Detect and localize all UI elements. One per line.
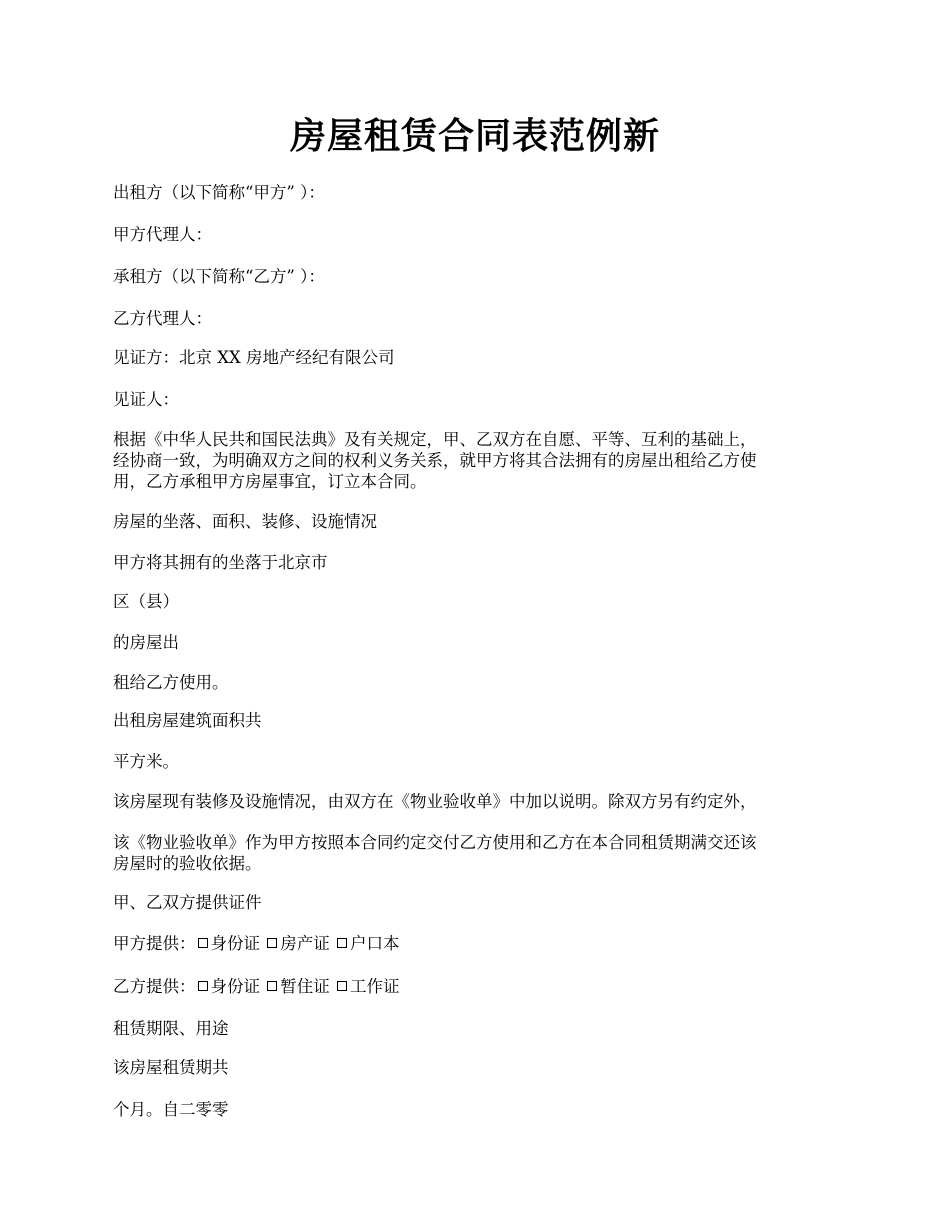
option-residence-permit: 暂住证 <box>280 977 330 996</box>
acceptance-line-2: 房屋时的验收依据。 <box>113 854 262 873</box>
area-line: 出租房屋建筑面积共 <box>113 711 262 730</box>
checkbox-work-permit[interactable] <box>337 981 347 991</box>
document-title: 房屋租赁合同表范例新 <box>289 115 660 157</box>
lessor-documents-line <box>113 933 400 954</box>
option-property-certificate: 房产证 <box>280 934 330 953</box>
option-id-card: 身份证 <box>210 934 260 953</box>
lessee-agent-line: 乙方代理人： <box>113 309 212 328</box>
section-heading-term: 租赁期限、用途 <box>113 1019 229 1038</box>
decoration-line: 该房屋现有装修及设施情况，由双方在《物业验收单》中加以说明。除双方另有约定外， <box>113 792 757 811</box>
lessor-documents-label: 甲方提供： <box>113 934 196 953</box>
preamble-line-2: 经协商一致，为明确双方之间的权利义务关系，就甲方将其合法拥有的房屋出租给乙方使 <box>113 451 757 470</box>
witness-company-line: 见证方：北京 XX 房地产经纪有限公司 <box>113 348 395 367</box>
acceptance-paragraph <box>113 832 838 874</box>
lessor-agent-line: 甲方代理人： <box>113 225 212 244</box>
property-location-line: 甲方将其拥有的坐落于北京市 <box>113 553 328 572</box>
checkbox-id-card[interactable] <box>198 938 208 948</box>
section-heading-documents: 甲、乙双方提供证件 <box>113 893 262 912</box>
lessee-documents-label: 乙方提供： <box>113 977 196 996</box>
lessee-documents-line <box>113 976 400 997</box>
option-household-register: 户口本 <box>350 934 400 953</box>
option-work-permit: 工作证 <box>350 977 400 996</box>
witness-person-line: 见证人： <box>113 390 179 409</box>
checkbox-lessee-id-card[interactable] <box>198 981 208 991</box>
square-meters-line: 平方米。 <box>113 752 179 771</box>
acceptance-line-1: 该《物业验收单》作为甲方按照本合同约定交付乙方使用和乙方在本合同租赁期满交还该 <box>113 833 757 852</box>
preamble-line-3: 用，乙方承租甲方房屋事宜，订立本合同。 <box>113 472 427 491</box>
rent-to-lessee-line: 租给乙方使用。 <box>113 673 229 692</box>
preamble-paragraph <box>113 429 838 492</box>
checkbox-residence-permit[interactable] <box>267 981 277 991</box>
lessor-line: 出租方（以下简称“甲方” ）： <box>113 183 325 202</box>
option-lessee-id-card: 身份证 <box>210 977 260 996</box>
district-line: 区（县） <box>113 592 179 611</box>
preamble-line-1: 根据《中华人民共和国民法典》及有关规定，甲、乙双方在自愿、平等、互利的基础上， <box>113 430 757 449</box>
checkbox-household-register[interactable] <box>337 938 347 948</box>
house-line: 的房屋出 <box>113 633 179 652</box>
checkbox-property-certificate[interactable] <box>267 938 277 948</box>
lessee-line: 承租方（以下简称“乙方” ）： <box>113 267 325 286</box>
section-heading-property: 房屋的坐落、面积、装修、设施情况 <box>113 512 377 531</box>
lease-term-line: 该房屋租赁期共 <box>113 1058 229 1077</box>
lease-months-line: 个月。自二零零 <box>113 1100 229 1119</box>
